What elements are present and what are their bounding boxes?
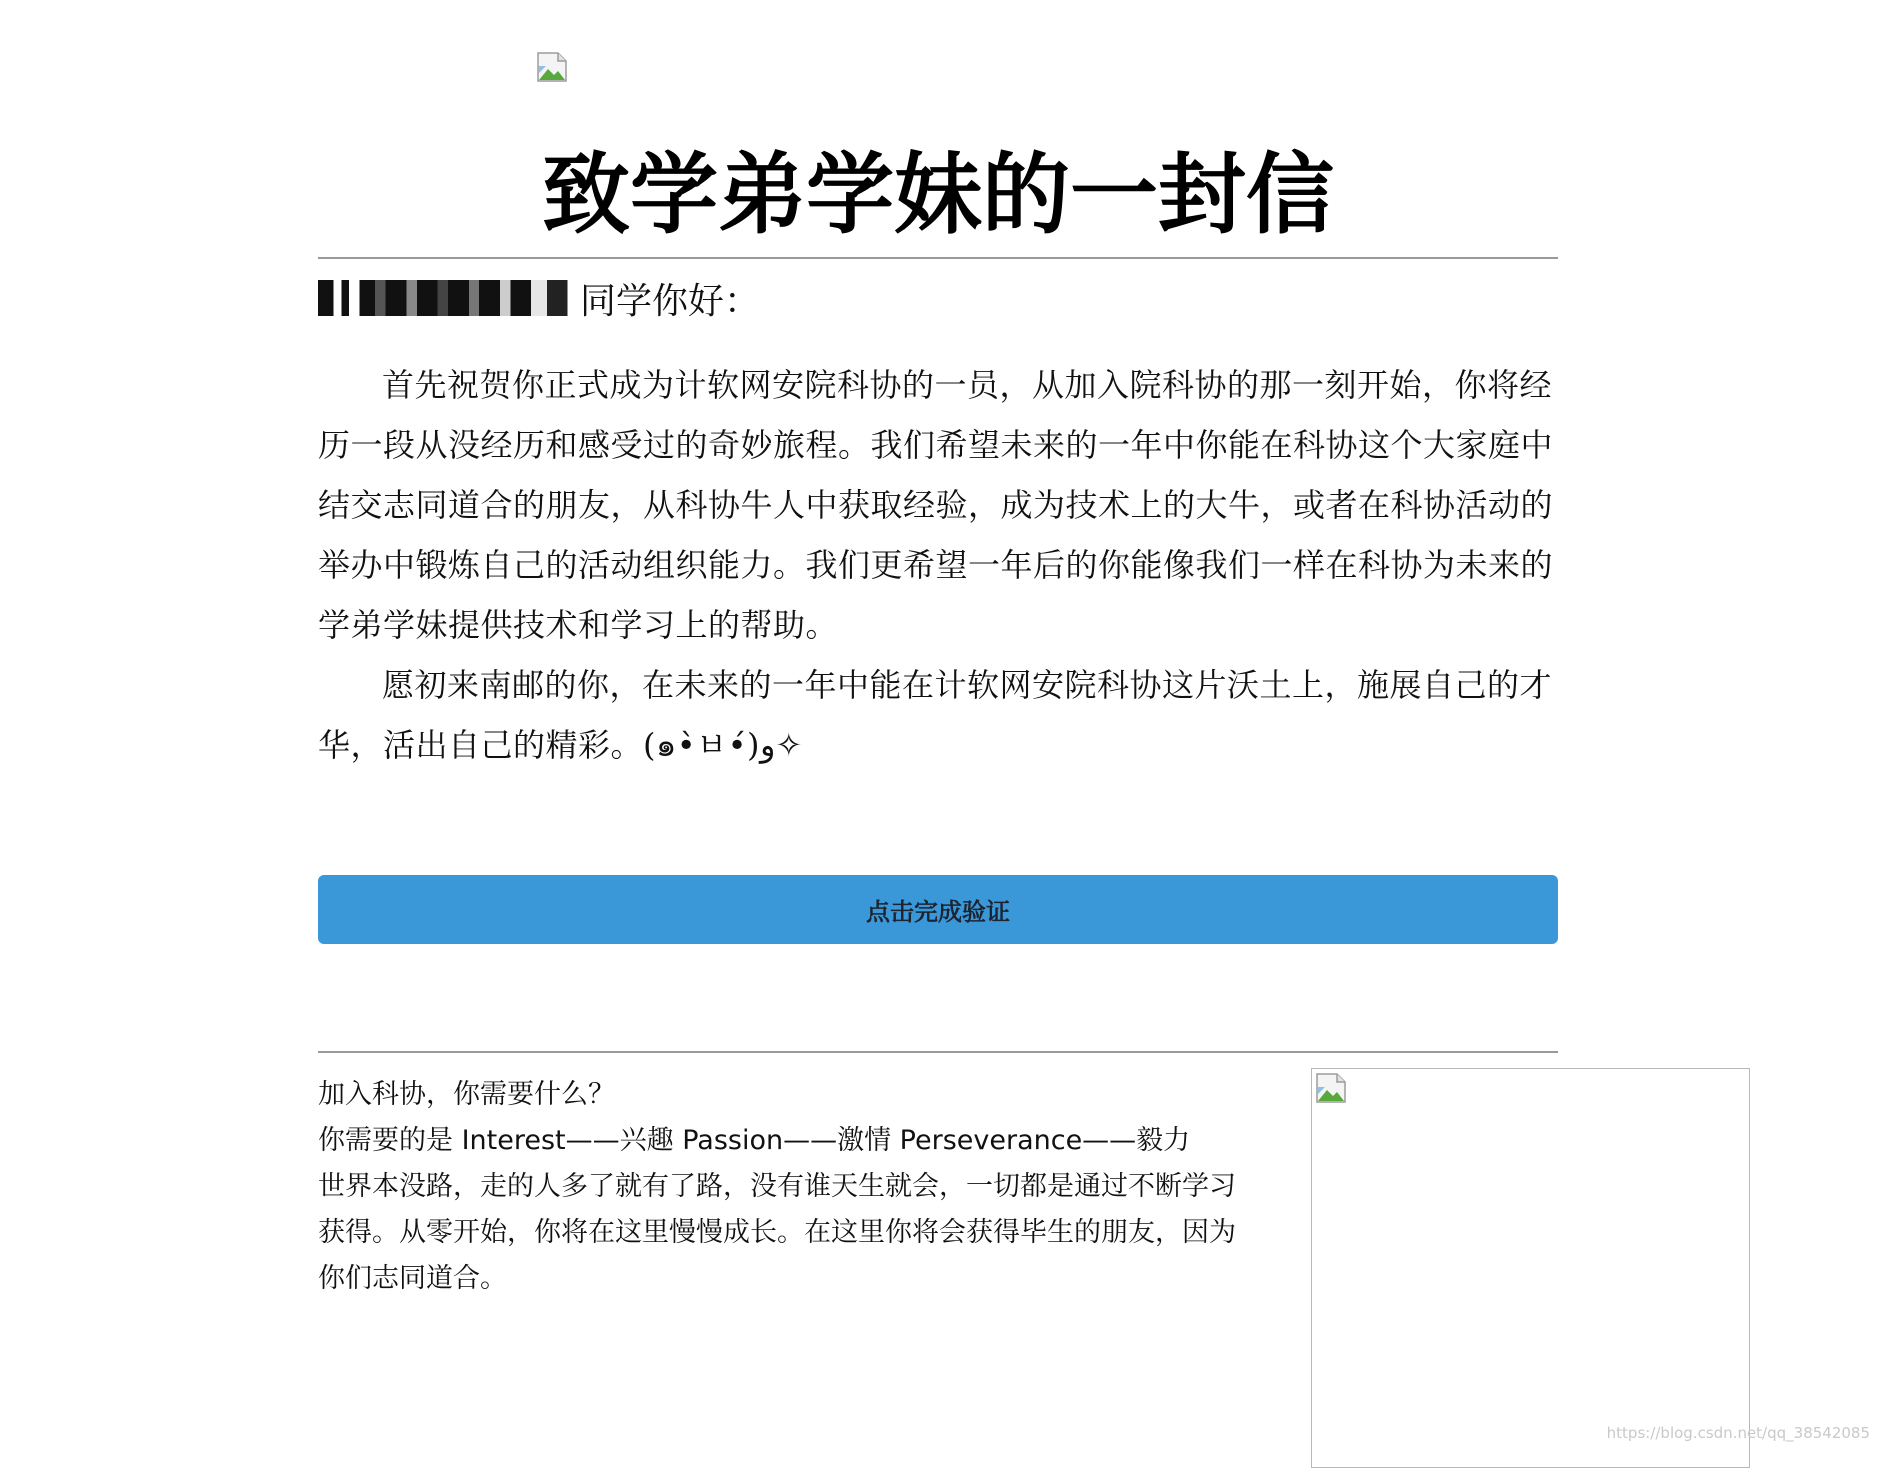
watermark: https://blog.csdn.net/qq_38542085 [1606, 1424, 1870, 1442]
page-title: 致学弟学妹的一封信 [541, 143, 1334, 246]
broken-image-icon [1315, 1072, 1347, 1104]
letter-paragraph: 首先祝贺你正式成为计软网安院科协的一员，从加入院科协的那一刻开始，你将经历一段从没经历和感受过的奇妙旅程。我们希望未来的一年中你能在科协这个大家庭中结交志同道合的朋友，从科协牛人中获取经验，成为技术上的大牛，或者在科协活动的举办中锻炼自己的活动组织能力。我们更希望一年后的你能像我们一样在科协为未来的学弟学妹提供技术和学习上的帮助。 [318, 366, 1554, 644]
section-divider [318, 1051, 1558, 1053]
greeting [318, 272, 760, 324]
verify-button[interactable]: 点击完成验证 [318, 875, 1558, 944]
join-section [318, 1072, 1238, 1302]
join-qualities: 你需要的是 Interest——兴趣 Passion——激情 Perseverance——毅力 [318, 1125, 1191, 1156]
broken-image-icon [536, 51, 568, 83]
redacted-name [318, 280, 578, 316]
join-description: 世界本没路，走的人多了就有了路，没有谁天生就会，一切都是通过不断学习获得。从零开始，你将在这里慢慢成长。在这里你将会获得毕生的朋友，因为你们志同道合。 [318, 1171, 1236, 1294]
greeting-text: 同学你好： [580, 280, 761, 322]
side-image-frame [1311, 1068, 1750, 1468]
join-question: 加入科协，你需要什么？ [318, 1079, 615, 1110]
letter-paragraph: 愿初来南邮的你，在未来的一年中能在计软网安院科协这片沃土上，施展自己的才华，活出自己的精彩。(๑•̀ㅂ•́)و✧ [318, 666, 1553, 764]
title-divider [318, 257, 1558, 259]
